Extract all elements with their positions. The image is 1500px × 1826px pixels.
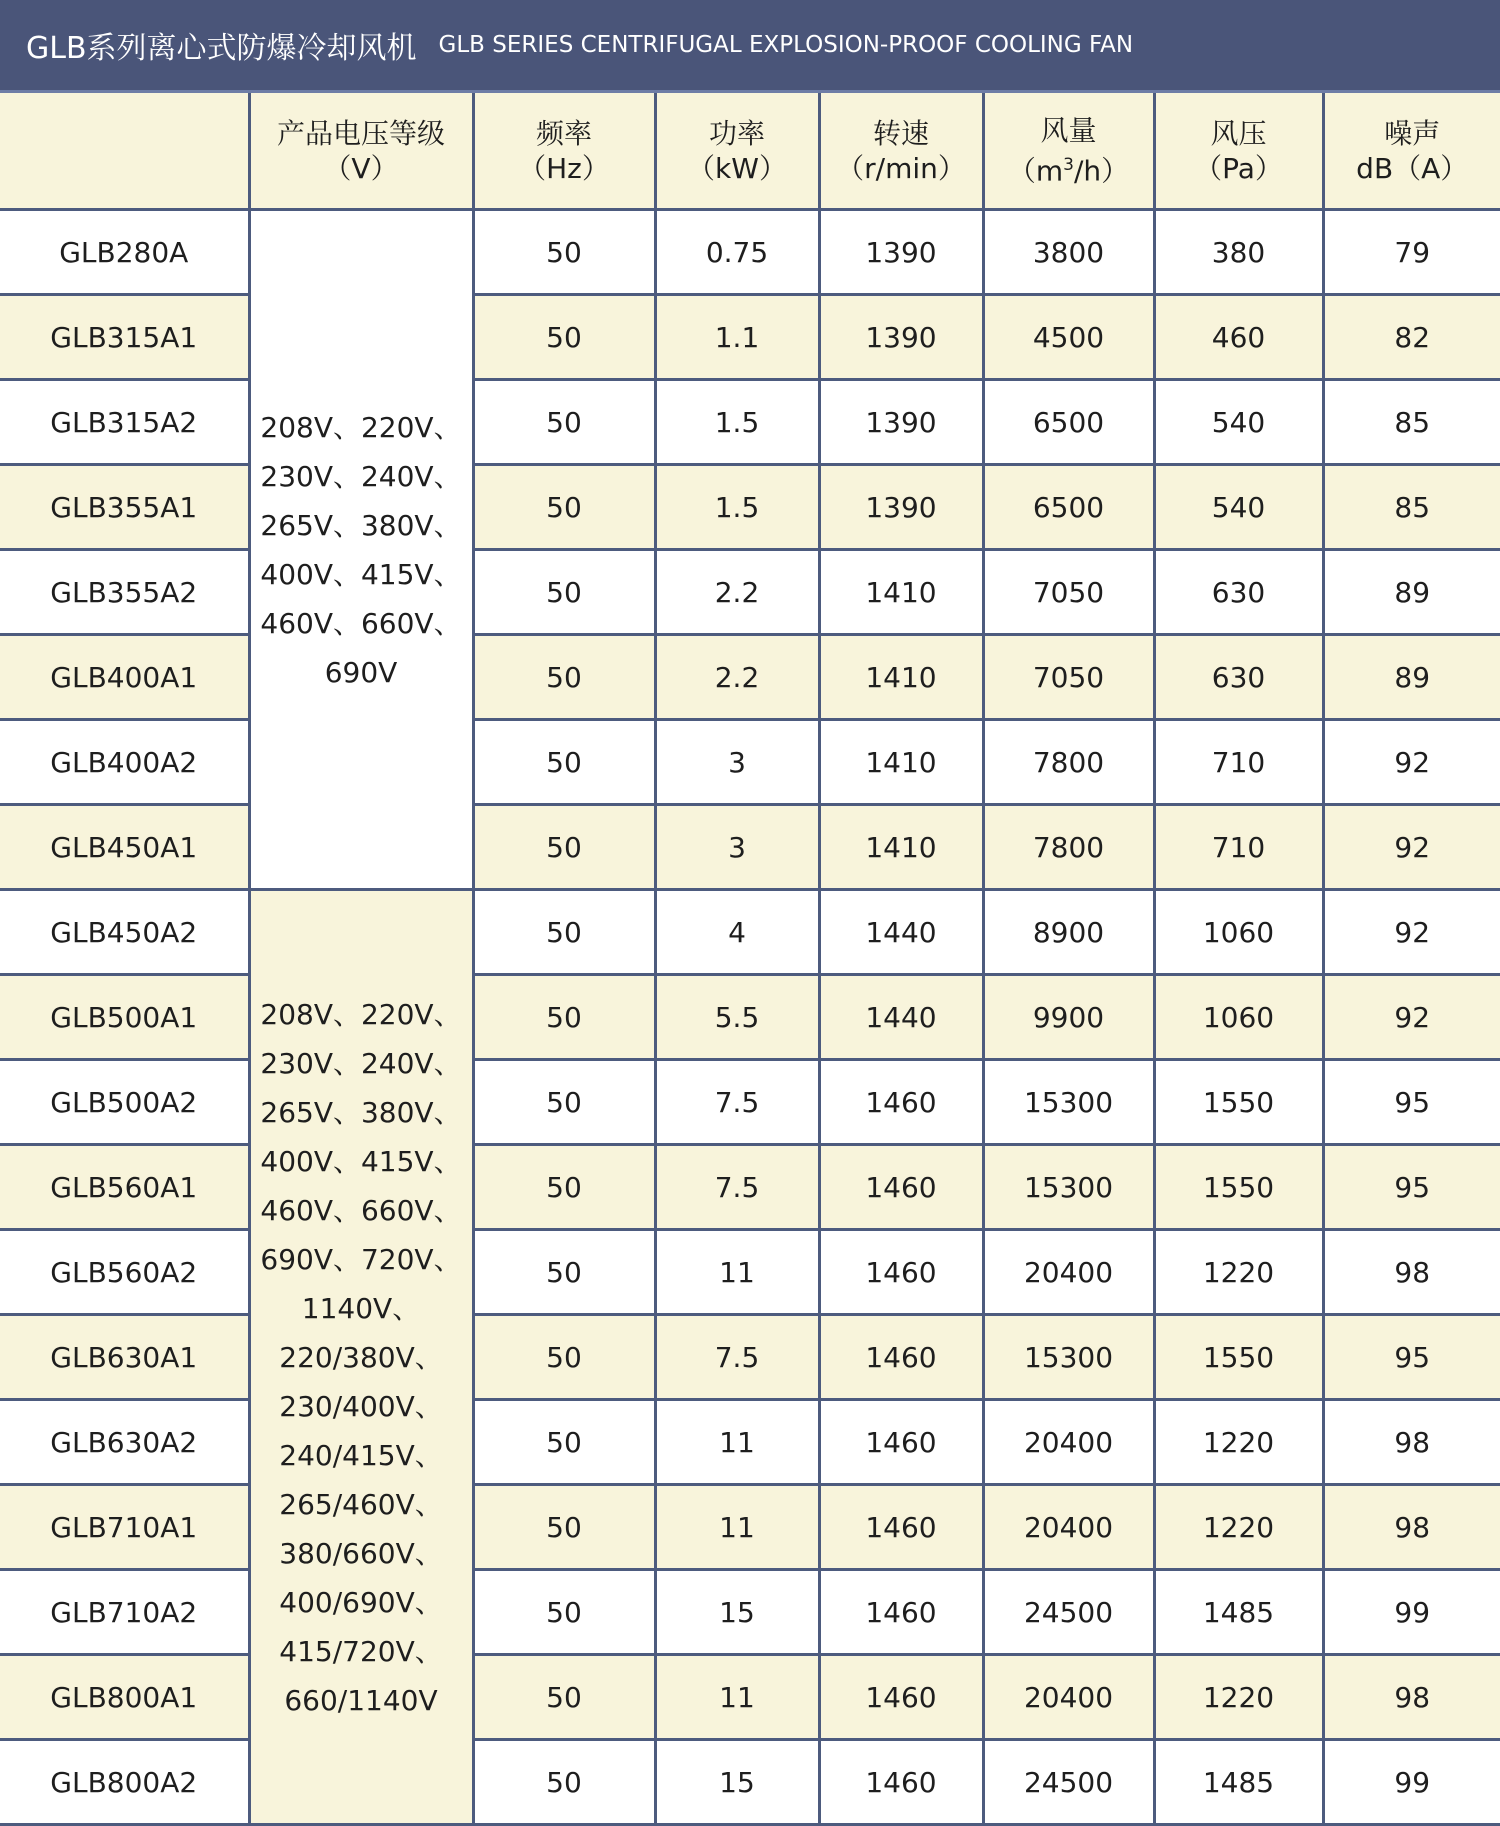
table-row: [0, 1145, 1500, 1230]
pressure-cell: 460: [1154, 295, 1323, 380]
voltage-line: 415/720V、: [251, 1627, 472, 1676]
model-cell: GLB400A1: [0, 635, 249, 720]
noise-cell: 92: [1323, 975, 1500, 1060]
noise-cell: 92: [1323, 890, 1500, 975]
table-row: [0, 550, 1500, 635]
airflow-cell: 7800: [983, 805, 1154, 890]
speed-cell: 1460: [819, 1145, 983, 1230]
power-cell: 3: [655, 805, 819, 890]
model-cell: GLB355A2: [0, 550, 249, 635]
airflow-cell: 6500: [983, 465, 1154, 550]
airflow-cell: 7800: [983, 720, 1154, 805]
power-cell: 2.2: [655, 550, 819, 635]
power-cell: 3: [655, 720, 819, 805]
model-cell: GLB710A1: [0, 1485, 249, 1570]
power-cell: 7.5: [655, 1145, 819, 1230]
table-row: [0, 210, 1500, 295]
model-cell: GLB630A2: [0, 1400, 249, 1485]
frequency-cell: 50: [473, 1315, 655, 1400]
noise-cell: 98: [1323, 1230, 1500, 1315]
table-row: [0, 1740, 1500, 1825]
title-chinese: GLB系列离心式防爆冷却风机: [26, 23, 417, 67]
airflow-cell: 3800: [983, 210, 1154, 295]
noise-cell: 99: [1323, 1740, 1500, 1825]
pressure-cell: 1550: [1154, 1315, 1323, 1400]
table-row: [0, 975, 1500, 1060]
header-speed: [819, 93, 983, 210]
airflow-cell: 9900: [983, 975, 1154, 1060]
voltage-line: 230V、240V、: [251, 1039, 472, 1088]
speed-cell: 1390: [819, 465, 983, 550]
airflow-cell: 24500: [983, 1740, 1154, 1825]
table-row: [0, 295, 1500, 380]
speed-cell: 1410: [819, 720, 983, 805]
table-row: [0, 1485, 1500, 1570]
pressure-cell: 1220: [1154, 1400, 1323, 1485]
header-pressure: [1154, 93, 1323, 210]
frequency-cell: 50: [473, 1400, 655, 1485]
power-cell: 11: [655, 1485, 819, 1570]
speed-cell: 1460: [819, 1485, 983, 1570]
pressure-cell: 1220: [1154, 1485, 1323, 1570]
header-noise-label: 噪声: [1325, 116, 1500, 151]
airflow-cell: 6500: [983, 380, 1154, 465]
voltage-line: 400V、415V、: [251, 1137, 472, 1186]
pressure-cell: 1220: [1154, 1230, 1323, 1315]
table-row: [0, 1655, 1500, 1740]
pressure-cell: 540: [1154, 380, 1323, 465]
speed-cell: 1440: [819, 890, 983, 975]
power-cell: 0.75: [655, 210, 819, 295]
header-airflow-unit: [985, 148, 1153, 188]
power-cell: 1.5: [655, 380, 819, 465]
speed-cell: 1410: [819, 635, 983, 720]
pressure-cell: 1220: [1154, 1655, 1323, 1740]
header-power: [655, 93, 819, 210]
speed-cell: 1460: [819, 1570, 983, 1655]
frequency-cell: 50: [473, 635, 655, 720]
frequency-cell: 50: [473, 550, 655, 635]
power-cell: 11: [655, 1655, 819, 1740]
model-cell: GLB500A2: [0, 1060, 249, 1145]
model-cell: GLB500A1: [0, 975, 249, 1060]
voltage-line: 380/660V、: [251, 1529, 472, 1578]
airflow-unit-m: （m: [1008, 154, 1063, 187]
frequency-cell: 50: [473, 380, 655, 465]
speed-cell: 1460: [819, 1740, 983, 1825]
speed-cell: 1460: [819, 1230, 983, 1315]
airflow-unit-exp: 3: [1063, 155, 1074, 175]
frequency-cell: 50: [473, 465, 655, 550]
speed-cell: 1440: [819, 975, 983, 1060]
speed-cell: 1460: [819, 1655, 983, 1740]
airflow-unit-h: /h）: [1074, 154, 1129, 187]
power-cell: 2.2: [655, 635, 819, 720]
noise-cell: 98: [1323, 1655, 1500, 1740]
pressure-cell: 710: [1154, 720, 1323, 805]
speed-cell: 1390: [819, 210, 983, 295]
noise-cell: 79: [1323, 210, 1500, 295]
model-cell: GLB450A1: [0, 805, 249, 890]
pressure-cell: 1060: [1154, 975, 1323, 1060]
noise-cell: 89: [1323, 550, 1500, 635]
header-frequency-label: 频率: [475, 116, 654, 151]
power-cell: 15: [655, 1570, 819, 1655]
model-cell: GLB800A2: [0, 1740, 249, 1825]
header-row: [0, 93, 1500, 210]
model-cell: GLB355A1: [0, 465, 249, 550]
frequency-cell: 50: [473, 1740, 655, 1825]
power-cell: 1.1: [655, 295, 819, 380]
frequency-cell: 50: [473, 1145, 655, 1230]
header-voltage-label: 产品电压等级: [251, 116, 472, 151]
header-airflow-label: 风量: [985, 113, 1153, 148]
pressure-cell: 630: [1154, 635, 1323, 720]
noise-cell: 92: [1323, 720, 1500, 805]
title-bar: [0, 0, 1500, 93]
noise-cell: 92: [1323, 805, 1500, 890]
voltage-line: 208V、220V、: [251, 403, 472, 452]
table-row: [0, 890, 1500, 975]
header-power-unit: （kW）: [657, 151, 818, 186]
frequency-cell: 50: [473, 1485, 655, 1570]
voltage-line: 220/380V、: [251, 1333, 472, 1382]
header-noise-unit: dB（A）: [1325, 151, 1500, 186]
table-row: [0, 380, 1500, 465]
power-cell: 7.5: [655, 1315, 819, 1400]
header-frequency: [473, 93, 655, 210]
airflow-cell: 20400: [983, 1485, 1154, 1570]
voltage-line: 660/1140V: [251, 1676, 472, 1725]
voltage-line: 265V、380V、: [251, 1088, 472, 1137]
model-cell: GLB710A2: [0, 1570, 249, 1655]
pressure-cell: 1485: [1154, 1740, 1323, 1825]
voltage-line: 690V、720V、: [251, 1235, 472, 1284]
power-cell: 7.5: [655, 1060, 819, 1145]
noise-cell: 95: [1323, 1060, 1500, 1145]
speed-cell: 1390: [819, 380, 983, 465]
voltage-line: 208V、220V、: [251, 990, 472, 1039]
speed-cell: 1460: [819, 1400, 983, 1485]
airflow-cell: 20400: [983, 1400, 1154, 1485]
noise-cell: 95: [1323, 1315, 1500, 1400]
header-voltage: [249, 93, 473, 210]
pressure-cell: 1550: [1154, 1060, 1323, 1145]
noise-cell: 82: [1323, 295, 1500, 380]
header-airflow: [983, 93, 1154, 210]
voltage-line: 460V、660V、: [251, 1186, 472, 1235]
voltage-line: 230V、240V、: [251, 452, 472, 501]
frequency-cell: 50: [473, 805, 655, 890]
table-row: [0, 465, 1500, 550]
voltage-line: 1140V、: [251, 1284, 472, 1333]
model-cell: GLB560A1: [0, 1145, 249, 1230]
speed-cell: 1410: [819, 550, 983, 635]
power-cell: 1.5: [655, 465, 819, 550]
airflow-cell: 7050: [983, 635, 1154, 720]
voltage-line: 690V: [251, 648, 472, 697]
model-cell: GLB800A1: [0, 1655, 249, 1740]
model-cell: GLB450A2: [0, 890, 249, 975]
speed-cell: 1460: [819, 1060, 983, 1145]
table-row: [0, 1230, 1500, 1315]
spec-table: [0, 93, 1500, 1826]
table-row: [0, 805, 1500, 890]
table-body: [0, 210, 1500, 1825]
power-cell: 4: [655, 890, 819, 975]
model-cell: GLB315A1: [0, 295, 249, 380]
voltage-group-cell: [249, 890, 473, 1825]
header-pressure-label: 风压: [1156, 116, 1322, 151]
voltage-line: 240/415V、: [251, 1431, 472, 1480]
airflow-cell: 7050: [983, 550, 1154, 635]
speed-cell: 1390: [819, 295, 983, 380]
frequency-cell: 50: [473, 295, 655, 380]
noise-cell: 98: [1323, 1400, 1500, 1485]
header-speed-label: 转速: [821, 116, 982, 151]
frequency-cell: 50: [473, 1655, 655, 1740]
power-cell: 5.5: [655, 975, 819, 1060]
header-frequency-unit: （Hz）: [475, 151, 654, 186]
model-cell: GLB560A2: [0, 1230, 249, 1315]
table-row: [0, 720, 1500, 805]
model-cell: GLB400A2: [0, 720, 249, 805]
frequency-cell: 50: [473, 210, 655, 295]
header-model: [0, 93, 249, 210]
voltage-line: 400V、415V、: [251, 550, 472, 599]
frequency-cell: 50: [473, 1230, 655, 1315]
header-pressure-unit: （Pa）: [1156, 151, 1322, 186]
voltage-group-cell: [249, 210, 473, 890]
power-cell: 11: [655, 1400, 819, 1485]
speed-cell: 1410: [819, 805, 983, 890]
voltage-line: 460V、660V、: [251, 599, 472, 648]
frequency-cell: 50: [473, 975, 655, 1060]
table-row: [0, 1060, 1500, 1145]
voltage-line: 265/460V、: [251, 1480, 472, 1529]
table-row: [0, 1400, 1500, 1485]
noise-cell: 85: [1323, 380, 1500, 465]
header-power-label: 功率: [657, 116, 818, 151]
voltage-line: 400/690V、: [251, 1578, 472, 1627]
power-cell: 15: [655, 1740, 819, 1825]
table-row: [0, 1315, 1500, 1400]
noise-cell: 95: [1323, 1145, 1500, 1230]
voltage-line: 230/400V、: [251, 1382, 472, 1431]
airflow-cell: 15300: [983, 1315, 1154, 1400]
frequency-cell: 50: [473, 720, 655, 805]
airflow-cell: 20400: [983, 1655, 1154, 1740]
table-row: [0, 635, 1500, 720]
header-voltage-unit: （V）: [251, 151, 472, 186]
pressure-cell: 1485: [1154, 1570, 1323, 1655]
airflow-cell: 8900: [983, 890, 1154, 975]
pressure-cell: 1550: [1154, 1145, 1323, 1230]
airflow-cell: 24500: [983, 1570, 1154, 1655]
noise-cell: 99: [1323, 1570, 1500, 1655]
noise-cell: 85: [1323, 465, 1500, 550]
model-cell: GLB280A: [0, 210, 249, 295]
power-cell: 11: [655, 1230, 819, 1315]
table-row: [0, 1570, 1500, 1655]
frequency-cell: 50: [473, 1060, 655, 1145]
pressure-cell: 380: [1154, 210, 1323, 295]
speed-cell: 1460: [819, 1315, 983, 1400]
airflow-cell: 15300: [983, 1060, 1154, 1145]
noise-cell: 98: [1323, 1485, 1500, 1570]
airflow-cell: 20400: [983, 1230, 1154, 1315]
voltage-line: 265V、380V、: [251, 501, 472, 550]
airflow-cell: 4500: [983, 295, 1154, 380]
frequency-cell: 50: [473, 890, 655, 975]
model-cell: GLB315A2: [0, 380, 249, 465]
title-english: GLB SERIES CENTRIFUGAL EXPLOSION-PROOF COOLING FAN: [439, 32, 1134, 58]
pressure-cell: 710: [1154, 805, 1323, 890]
frequency-cell: 50: [473, 1570, 655, 1655]
pressure-cell: 1060: [1154, 890, 1323, 975]
noise-cell: 89: [1323, 635, 1500, 720]
airflow-cell: 15300: [983, 1145, 1154, 1230]
header-noise: [1323, 93, 1500, 210]
header-speed-unit: （r/min）: [821, 151, 982, 186]
model-cell: GLB630A1: [0, 1315, 249, 1400]
pressure-cell: 630: [1154, 550, 1323, 635]
pressure-cell: 540: [1154, 465, 1323, 550]
